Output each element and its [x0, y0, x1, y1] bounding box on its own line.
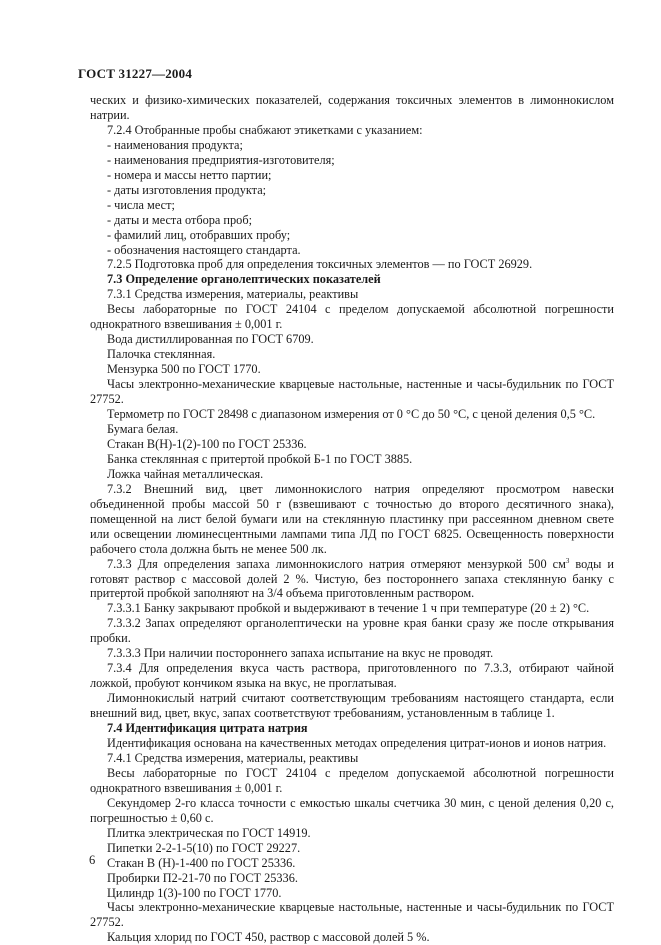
paragraph: Цилиндр 1(3)-100 по ГОСТ 1770. [107, 885, 282, 900]
clause-7-3-3-2: 7.3.3.2 Запах определяют органолептически на уровне края банки сразу же после открывания пробки. [90, 616, 614, 646]
paragraph: Кальция хлорид по ГОСТ 450, раствор с массовой долей 5 %. [107, 930, 430, 945]
paragraph: Стакан В(Н)-1(2)-100 по ГОСТ 25336. [107, 436, 307, 451]
paragraph: Пробирки П2-21-70 по ГОСТ 25336. [107, 870, 298, 885]
paragraph: Лимоннокислый натрий считают соответствующим требованиям настоящего стандарта, если внешний вид, цвет, вкус, запах соответствуют требованиям, установленным в таблице 1. [90, 691, 614, 721]
document-body [90, 93, 614, 945]
paragraph: Часы электронно-механические кварцевые настольные, настенные и часы-будильник по ГОСТ 27752. [90, 377, 614, 407]
list-item: - даты и места отбора проб; [107, 212, 252, 227]
list-item: - наименования продукта; [107, 137, 243, 152]
clause-7-4-1: 7.4.1 Средства измерения, материалы, реактивы [107, 750, 359, 765]
clause-7-2-4: 7.2.4 Отобранные пробы снабжают этикетками с указанием: [107, 122, 423, 137]
paragraph: Пипетки 2-2-1-5(10) по ГОСТ 29227. [107, 840, 301, 855]
paragraph: ческих и физико-химических показателей, содержания токсичных элементов в лимоннокислом натрии. [90, 93, 614, 122]
list-item: - обозначения настоящего стандарта. [107, 242, 301, 257]
clause-7-3-1: 7.3.1 Средства измерения, материалы, реактивы [107, 287, 359, 302]
clause-7-3-4: 7.3.4 Для определения вкуса часть раствора, приготовленного по 7.3.3, отбирают чайной ложкой, пробуют кончиком языка на вкус, не проглатывая. [90, 661, 614, 691]
clause-7-3-3-3: 7.3.3.3 При наличии постороннего запаха испытание на вкус не проводят. [107, 646, 494, 661]
section-heading-7-3: 7.3 Определение органолептических показателей [107, 272, 381, 287]
paragraph: Мензурка 500 по ГОСТ 1770. [107, 362, 261, 377]
clause-7-2-5: 7.2.5 Подготовка проб для определения токсичных элементов — по ГОСТ 26929. [107, 257, 533, 272]
paragraph: Стакан В (Н)-1-400 по ГОСТ 25336. [107, 855, 296, 870]
paragraph: Палочка стеклянная. [107, 347, 216, 362]
list-item: - номера и массы нетто партии; [107, 167, 272, 182]
paragraph: Плитка электрическая по ГОСТ 14919. [107, 825, 311, 840]
paragraph: Секундомер 2-го класса точности с емкостью шкалы счетчика 30 мин, с ценой деления 0,20 с, погрешностью ± 0,60 с. [90, 795, 614, 825]
paragraph: Часы электронно-механические кварцевые настольные, настенные и часы-будильник по ГОСТ 27752. [90, 900, 614, 930]
paragraph: Весы лабораторные по ГОСТ 24104 с пределом допускаемой абсолютной погрешности однократного взвешивания ± 0,001 г. [90, 765, 614, 795]
list-item: - числа мест; [107, 197, 175, 212]
paragraph: Вода дистиллированная по ГОСТ 6709. [107, 332, 314, 347]
list-item: - фамилий лиц, отобравших пробу; [107, 227, 291, 242]
running-header: ГОСТ 31227—2004 [78, 66, 193, 81]
clause-7-3-3-1: 7.3.3.1 Банку закрывают пробкой и выдерживают в течение 1 ч при температуре (20 ± 2) °С. [107, 601, 590, 616]
paragraph: Идентификация основана на качественных методах определения цитрат-ионов и ионов натрия. [107, 735, 607, 750]
paragraph: Ложка чайная металлическая. [107, 466, 264, 481]
paragraph: Банка стеклянная с притертой пробкой Б-1 по ГОСТ 3885. [107, 451, 413, 466]
paragraph: Бумага белая. [107, 421, 179, 436]
page-number: 6 [89, 853, 96, 867]
paragraph: Весы лабораторные по ГОСТ 24104 с пределом допускаемой абсолютной погрешности однократного взвешивания ± 0,001 г. [90, 302, 614, 332]
clause-7-3-3: 7.3.3 Для определения запаха лимоннокислого натрия отмеряют мензуркой 500 $см^3$ воды и готовят раствор с массовой долей 2 %. Чистую, без постороннего запаха стеклянную банку с притертой пробкой заполняют на 3/4 объема приготовленным раствором. [90, 556, 614, 601]
list-item: - наименования предприятия-изготовителя; [107, 152, 335, 167]
paragraph: Термометр по ГОСТ 28498 с диапазоном измерения от 0 °С до 50 °С, с ценой деления 0,5 °С. [107, 407, 596, 422]
list-item: - даты изготовления продукта; [107, 182, 267, 197]
section-heading-7-4: 7.4 Идентификация цитрата натрия [107, 721, 308, 736]
clause-7-3-2: 7.3.2 Внешний вид, цвет лимоннокислого натрия определяют просмотром навески объединенной пробы массой 50 г (взвешивают с точностью до второго десятичного знака), помещенной на лист белой бумаги или на стеклянную пластинку при рассеянном дневном свете или освещении люминесцентными лампами типа ЛД по ГОСТ 6825. Освещенность поверхности рабочего стола должна быть не менее 500 лк. [90, 481, 614, 556]
